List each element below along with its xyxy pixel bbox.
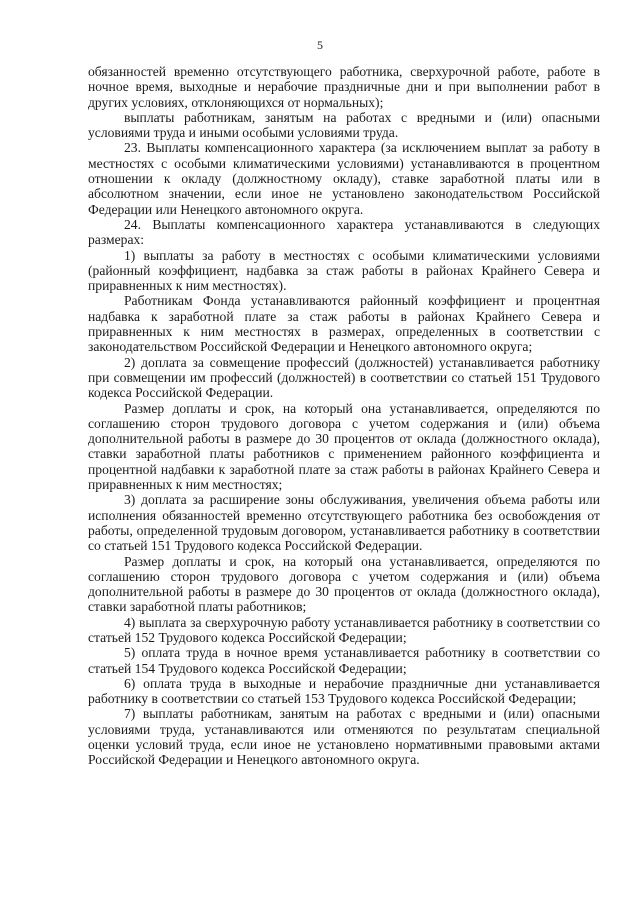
paragraph: 3) доплата за расширение зоны обслуживания, увеличения объема работы или исполнения обязанностей временно отсутствующего работника без освобождения от работы, определенной трудовым договором, устанавливается работнику в соответствии со статьей 151 Трудового кодекса Российской Федерации. xyxy=(88,492,600,554)
paragraph: 24. Выплаты компенсационного характера устанавливаются в следующих размерах: xyxy=(88,216,600,248)
paragraph: обязанностей временно отсутствующего работника, сверхурочной работе, работе в ночное время, выходные и нерабочие праздничные дни и при выполнении работ в других условиях, отклоняющихся от нормальных); xyxy=(88,64,600,110)
paragraph: 7) выплаты работникам, занятым на работах с вредными и (или) опасными условиями труда, устанавливаются или отменяются по результатам специальной оценки условий труда, если иное не установлено нормативными правовыми актами Российской Федерации и Ненецкого автономного округа. xyxy=(88,706,600,768)
paragraph: Размер доплаты и срок, на который она устанавливается, определяются по соглашению сторон трудового договора с учетом содержания и (или) объема дополнительной работы в размере до 30 процентов от оклада (должностного оклада), ставки заработной платы работников; xyxy=(88,553,600,615)
paragraph: выплаты работникам, занятым на работах с вредными и (или) опасными условиями труда и иными особыми условиями труда. xyxy=(88,109,600,141)
paragraph: 6) оплата труда в выходные и нерабочие праздничные дни устанавливается работнику в соответствии со статьей 153 Трудового кодекса Российской Федерации; xyxy=(88,675,600,707)
paragraph: 5) оплата труда в ночное время устанавливается работнику в соответствии со статьей 154 Трудового кодекса Российской Федерации; xyxy=(88,645,600,676)
paragraph: 4) выплата за сверхурочную работу устанавливается работнику в соответствии со статьей 152 Трудового кодекса Российской Федерации; xyxy=(88,614,600,645)
paragraph: 1) выплаты за работу в местностях с особыми климатическими условиями (районный коэффициент, надбавка за стаж работы в районах Крайнего Севера и приравненных к ним местностях). xyxy=(88,247,600,294)
paragraph: 2) доплата за совмещение профессий (должностей) устанавливается работнику при совмещении им профессий (должностей) в соответствии со статьей 151 Трудового кодекса Российской Федерации. xyxy=(88,354,600,401)
page-number: 5 xyxy=(317,38,323,52)
document-body xyxy=(88,64,600,768)
paragraph: Работникам Фонда устанавливаются районный коэффициент и процентная надбавка к заработной плате за стаж работы в районах Крайнего Севера и приравненных к ним местностях в размерах, определенных в соответствии с законодательством Российской Федерации и Ненецкого автономного округа; xyxy=(88,293,600,355)
paragraph: 23. Выплаты компенсационного характера (за исключением выплат за работу в местностях с особыми климатическими условиями) устанавливаются в процентном отношении к окладу (должностному окладу), ставке заработной платы или в абсолютном значении, если иное не установлено законодательством Российской Федерации или Ненецкого автономного округа. xyxy=(88,140,600,217)
paragraph: Размер доплаты и срок, на который она устанавливается, определяются по соглашению сторон трудового договора с учетом содержания и (или) объема дополнительной работы в размере до 30 процентов от оклада (должностного оклада), ставки заработной платы работников с применением районного коэффициента и процентной надбавки к заработной плате за стаж работы в районах Крайнего Севера и приравненных к ним местностях; xyxy=(88,400,600,493)
